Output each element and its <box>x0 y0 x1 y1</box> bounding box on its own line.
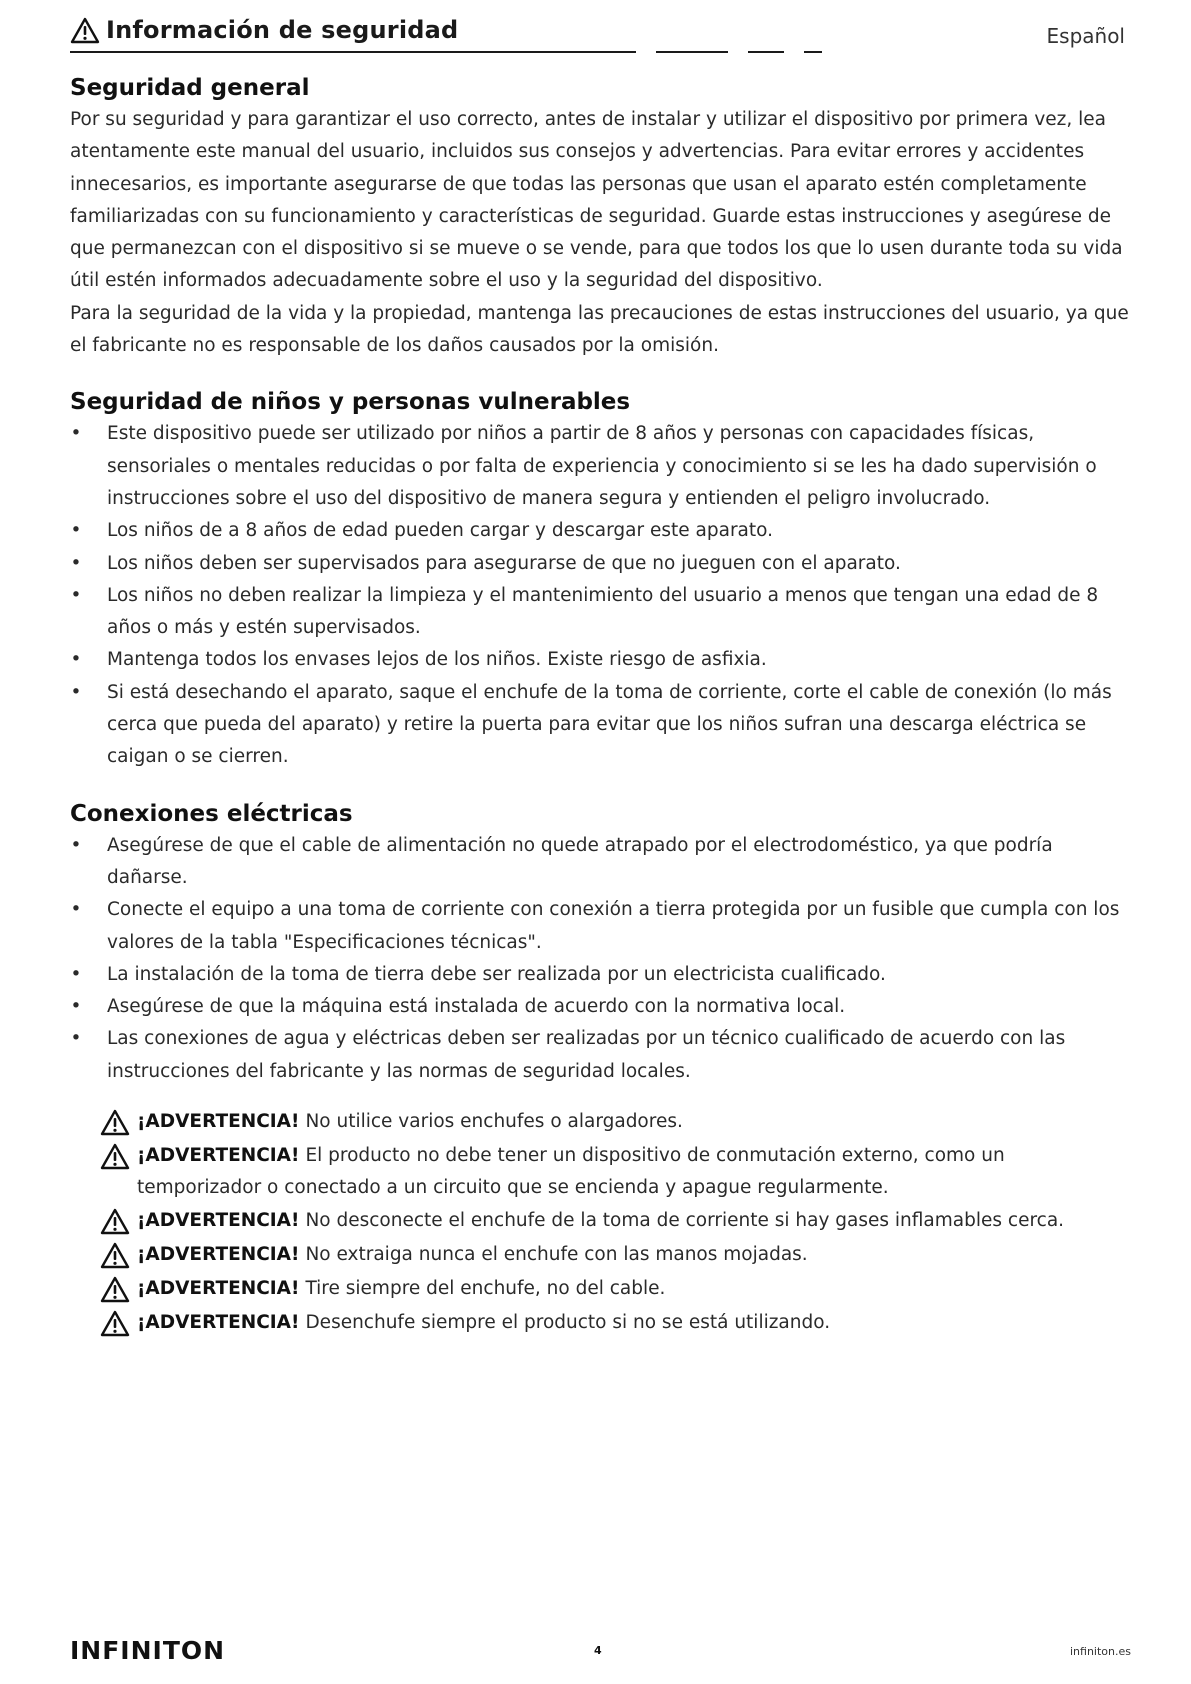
warning-label: ¡ADVERTENCIA! <box>137 1145 300 1167</box>
brand-logo: INFINITON <box>70 1636 226 1665</box>
header-rule-segment <box>748 51 784 53</box>
warning-label: ¡ADVERTENCIA! <box>137 1311 300 1333</box>
list-item <box>70 1023 1130 1088</box>
bullet-dot: • <box>70 1028 82 1050</box>
bullet-dot: • <box>70 681 82 703</box>
list-item <box>70 991 1130 1023</box>
warning-icon-box <box>100 1239 137 1273</box>
warning-message: No extraiga nunca el enchufe con las manos mojadas. <box>305 1243 808 1265</box>
warning-triangle-icon <box>100 1208 130 1235</box>
warning-triangle-icon <box>70 17 100 44</box>
warning-label: ¡ADVERTENCIA! <box>137 1111 300 1133</box>
warning-message: No utilice varios enchufes o alargadores. <box>305 1111 683 1133</box>
warning-text <box>137 1205 1064 1237</box>
page-header <box>70 16 1125 66</box>
header-rule-segment <box>656 51 728 53</box>
warning-text <box>137 1307 830 1339</box>
list-item <box>70 830 1130 895</box>
warning-item <box>100 1106 1130 1140</box>
warning-message: No desconecte el enchufe de la toma de corriente si hay gases inflamables cerca. <box>305 1209 1065 1231</box>
bullet-dot: • <box>70 584 82 606</box>
warning-item <box>100 1239 1130 1273</box>
list-item-text: Asegúrese de que la máquina está instalada de acuerdo con la normativa local. <box>107 996 846 1018</box>
warning-icon-box <box>100 1307 137 1341</box>
list-item <box>70 959 1130 991</box>
section-title: Conexiones eléctricas <box>70 800 353 827</box>
bullet-dot: • <box>70 423 82 445</box>
bullet-dot: • <box>70 649 82 671</box>
section-electrical-connections <box>70 798 1130 1088</box>
page-number: 4 <box>594 1644 602 1657</box>
warning-icon-box <box>100 1273 137 1307</box>
list-item-text: Asegúrese de que el cable de alimentación no quede atrapado por el electrodoméstico, ya que podría dañarse. <box>107 834 1053 888</box>
list-item-text: Los niños no deben realizar la limpieza y el mantenimiento del usuario a menos que tengan una edad de 8 años o más y estén supervisados. <box>107 584 1099 639</box>
bullet-dot: • <box>70 963 82 985</box>
list-item-text: Mantenga todos los envases lejos de los niños. Existe riesgo de asfixia. <box>107 649 767 671</box>
list-item-text: Conecte el equipo a una toma de corriente con conexión a tierra protegida por un fusible que cumpla con los valores de la tabla "Especificaciones técnicas". <box>107 899 1120 953</box>
list-item-text: Los niños de a 8 años de edad pueden cargar y descargar este aparato. <box>107 520 774 542</box>
bullet-dot: • <box>70 899 82 921</box>
list-item <box>70 894 1130 959</box>
list-item-text: Las conexiones de agua y eléctricas deben ser realizadas por un técnico cualificado de acuerdo con las instrucciones del fabricante y las normas de seguridad locales. <box>107 1028 1066 1082</box>
warning-icon-box <box>100 1106 137 1140</box>
list-item-text: Este dispositivo puede ser utilizado por niños a partir de 8 años y personas con capacidades físicas, sensoriales o mentales reducidas o por falta de experiencia y conocimiento si se les ha dado supervisión o instrucciones sobre el uso del dispositivo de manera segura y entienden el peligro involucrado. <box>107 423 1097 509</box>
list-item <box>70 515 1130 547</box>
list-item <box>70 644 1130 676</box>
bullet-list <box>70 418 1130 773</box>
bullet-dot: • <box>70 520 82 542</box>
paragraph: Para la seguridad de la vida y la propiedad, mantenga las precauciones de estas instrucciones del usuario, ya que el fabricante no es responsable de los daños causados por la omisión. <box>70 302 1129 357</box>
warning-item <box>100 1273 1130 1307</box>
list-item <box>70 418 1130 515</box>
warning-triangle-icon <box>100 1310 130 1337</box>
warning-label: ¡ADVERTENCIA! <box>137 1277 300 1299</box>
warning-text <box>137 1140 1130 1205</box>
section-children-safety <box>70 386 1130 773</box>
warning-triangle-icon <box>100 1109 130 1136</box>
section-general-safety <box>70 72 1130 362</box>
bullet-dot: • <box>70 996 82 1018</box>
paragraph: Por su seguridad y para garantizar el uso correcto, antes de instalar y utilizar el dispositivo por primera vez, lea atentamente este manual del usuario, incluidos sus consejos y advertencias. Para evitar errores y accidentes innecesarios, es importante asegurarse de que todas las personas que usan el aparato estén completamente familiarizadas con su funcionamiento y características de seguridad. Guarde estas instrucciones y asegúrese de que permanezcan con el dispositivo si se mueve o se vende, para que todos los que lo usen durante toda su vida útil estén informados adecuadamente sobre el uso y la seguridad del dispositivo. <box>70 109 1123 292</box>
bullet-list <box>70 830 1130 1088</box>
list-item-text: La instalación de la toma de tierra debe ser realizada por un electricista cualificado. <box>107 963 886 985</box>
website-label: infiniton.es <box>1070 1645 1131 1658</box>
warning-triangle-icon <box>100 1276 130 1303</box>
section-title: Seguridad general <box>70 75 310 101</box>
warning-message: Desenchufe siempre el producto si no se está utilizando. <box>305 1311 831 1333</box>
bullet-dot: • <box>70 552 82 574</box>
warning-text <box>137 1273 665 1305</box>
header-rule-segment <box>804 51 822 53</box>
warnings-list <box>100 1106 1130 1341</box>
section-title: Seguridad de niños y personas vulnerables <box>70 389 631 416</box>
language-label: Español <box>1046 24 1125 48</box>
warning-icon-box <box>100 1140 137 1174</box>
warning-label: ¡ADVERTENCIA! <box>137 1209 300 1231</box>
warning-triangle-icon <box>100 1242 130 1269</box>
warning-triangle-icon <box>100 1143 130 1170</box>
warning-item <box>100 1205 1130 1239</box>
list-item <box>70 548 1130 580</box>
warning-text <box>137 1239 808 1271</box>
header-title: Información de seguridad <box>106 16 459 44</box>
warning-item <box>100 1140 1130 1205</box>
header-rule-long <box>70 51 636 53</box>
warning-icon-box <box>100 1205 137 1239</box>
bullet-dot: • <box>70 834 82 856</box>
warning-label: ¡ADVERTENCIA! <box>137 1243 300 1265</box>
list-item <box>70 580 1130 645</box>
list-item-text: Los niños deben ser supervisados para asegurarse de que no jueguen con el aparato. <box>107 552 901 574</box>
warning-message: Tire siempre del enchufe, no del cable. <box>305 1277 666 1299</box>
warning-text <box>137 1106 683 1138</box>
page-content <box>70 72 1130 1341</box>
list-item <box>70 677 1130 774</box>
warning-message: El producto no debe tener un dispositivo de conmutación externo, como un temporizador o conectado a un circuito que se encienda y apague regularmente. <box>137 1145 1005 1199</box>
list-item-text: Si está desechando el aparato, saque el enchufe de la toma de corriente, corte el cable de conexión (lo más cerca que pueda del aparato) y retire la puerta para evitar que los niños sufran una descarga eléctrica se caigan o se cierren. <box>107 681 1112 768</box>
header-title-group <box>70 16 458 44</box>
warning-item <box>100 1307 1130 1341</box>
